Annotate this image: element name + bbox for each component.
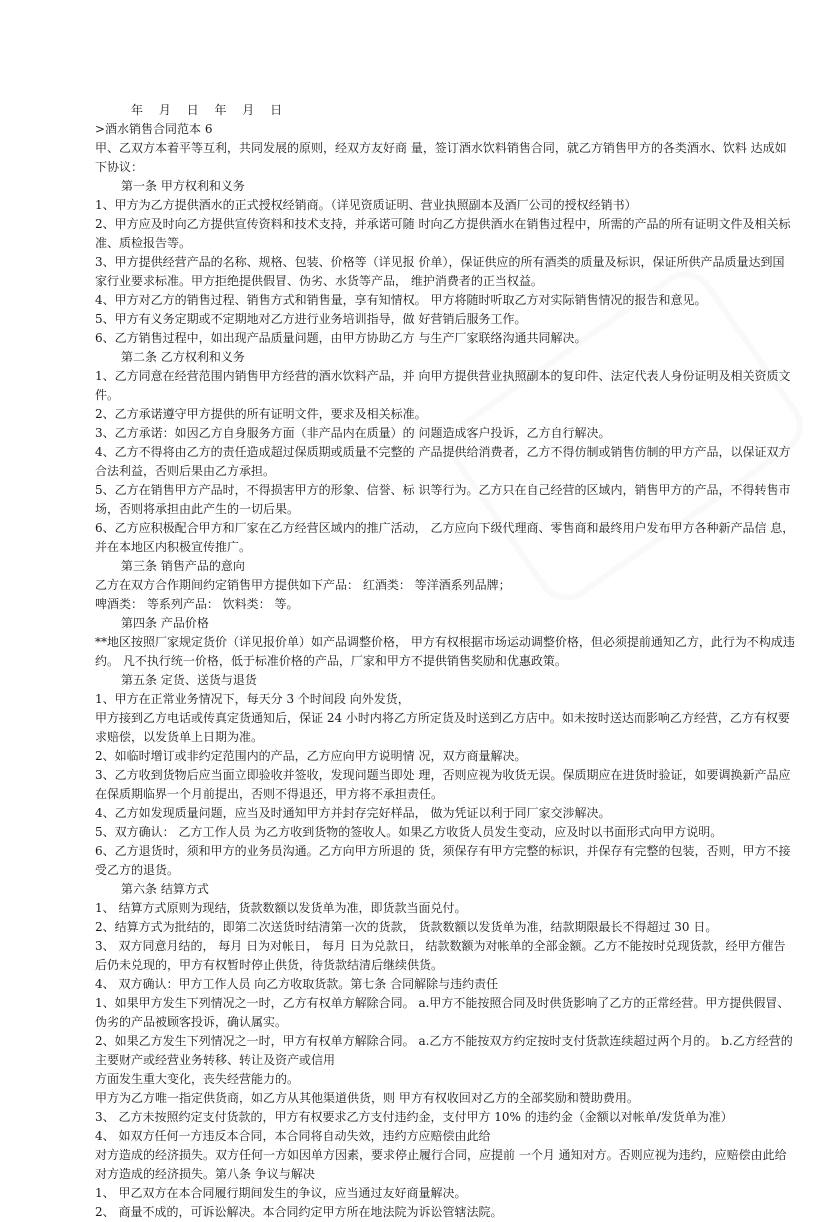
clause: 1、乙方同意在经营范围内销售甲方经营的酒水饮料产品，并 向甲方提供营业执照副本的复印件、法定代表人身份证明及相关资质文件。	[95, 369, 791, 402]
contract-document	[95, 0, 795, 1222]
clause: 6、乙方销售过程中，如出现产品质量问题，由甲方协助乙方 与生产厂家联络沟通共同解决。	[95, 331, 587, 345]
clause: 2、乙方承诺遵守甲方提供的所有证明文件，要求及相关标准。	[95, 407, 427, 421]
clause: 甲方为乙方唯一指定供货商，如乙方从其他渠道供货，则 甲方有权收回对乙方的全部奖励和赞助费用。	[95, 1091, 639, 1105]
clause: 6、乙方应积极配合甲方和厂家在乙方经营区域内的推广活动， 乙方应向下级代理商、零售商和最终用户发布甲方各种新产品信 息，并在本地区内积极宣传推广。	[95, 521, 795, 554]
clause: 4、乙方如发现质量问题，应当及时通知甲方并封存完好样品， 做为凭证以利于同厂家交涉解决。	[95, 806, 611, 820]
clause: 5、乙方在销售甲方产品时，不得损害甲方的形象、信誉、标 识等行为。乙方只在自己经营的区域内，销售甲方的产品，不得转售市场，否则将承担由此产生的一切后果。	[95, 483, 791, 516]
clause: 1、甲方在正常业务情况下，每天分 3 个时间段 向外发货，	[95, 692, 410, 706]
document-title: >酒水销售合同范本 6	[95, 122, 213, 136]
clause: 3、乙方收到货物后应当面立即验收并签收，发现问题当即处 理，否则应视为收货无误。保质期应在进货时验证，如要调换新产品应在保质期临界一个月前提出，否则不得退还，甲方将不承担责任。	[95, 768, 791, 801]
clause: 5、甲方有义务定期或不定期地对乙方进行业务培训指导，做 好营销后服务工作。	[95, 312, 527, 326]
clause: 2、结算方式为批结的，即第二次送货时结清第一次的货款， 货款数额以发货单为准，结款期限最长不得超过 30 日。	[95, 920, 718, 934]
clause: 4、 双方确认：甲方工作人员 向乙方收取货款。第七条 合同解除与违约责任	[95, 977, 499, 991]
clause: 啤酒类： 等系列产品： 饮料类： 等。	[95, 597, 299, 611]
clause: 对方造成的经济损失。双方任何一方如因单方因素，要求停止履行合同，应提前 一个月 通知对方。否则应视为违约，应赔偿由此给对方造成的经济损失。第八条 争议与解决	[95, 1148, 787, 1181]
section-heading: 第二条 乙方权利和义务	[121, 350, 245, 364]
preamble: 甲、乙双方本着平等互利，共同发展的原则，经双方友好商 量，签订酒水饮料销售合同，就乙方销售甲方的各类酒水、饮料 达成如下协议：	[95, 141, 787, 174]
clause: 2、 商量不成的，可诉讼解决。本合同约定甲方所在地法院为诉讼管辖法院。	[95, 1205, 503, 1219]
section-heading: 第四条 产品价格	[121, 616, 209, 630]
clause: 1、如果甲方发生下列情况之一时，乙方有权单方解除合同。 a.甲方不能按照合同及时供货影响了乙方的正常经营。甲方提供假冒、伪劣的产品被顾客投诉，确认属实。	[95, 996, 790, 1029]
section-heading: 第三条 销售产品的意向	[121, 559, 245, 573]
section-heading: 第五条 定货、送货与退货	[121, 673, 257, 687]
clause: 1、 结算方式原则为现结，货款数额以发货单为准，即货款当面兑付。	[95, 901, 467, 915]
clause: 甲方接到乙方电话或传真定货通知后，保证 24 小时内将乙方所定货及时送到乙方店中。如未按时送达而影响乙方经营，乙方有权要求赔偿，以发货单上日期为准。	[95, 711, 790, 744]
clause: 乙方在双方合作期间约定销售甲方提供如下产品： 红酒类： 等洋酒系列品牌；	[95, 578, 511, 592]
clause: 2、甲方应及时向乙方提供宣传资料和技术支持，并承诺可随 时向乙方提供酒水在销售过程中，所需的产品的所有证明文件及相关标准、质检报告等。	[95, 217, 791, 250]
clause: 3、 双方同意月结的， 每月 日为对帐日， 每月 日为兑款日， 结款数额为对帐单的全部金额。乙方不能按时兑现货款，经甲方催告后仍未兑现的，甲方有权暂时停止供货，待货款结清后继续供货。	[95, 939, 786, 972]
clause: 3、甲方提供经营产品的名称、规格、包装、价格等（详见报 价单），保证供应的所有酒类的质量及标识，保证所供产品质量达到国家行业要求标准。甲方拒绝提供假冒、伪劣、水货等产品， 维护消费者的正当权益。	[95, 255, 785, 288]
clause: 方面发生重大变化，丧失经营能力的。	[95, 1072, 300, 1086]
clause: 4、乙方不得将由乙方的责任造成超过保质期或质量不完整的 产品提供给消费者，乙方不得仿制或销售仿制的甲方产品，以保证双方合法利益，否则后果由乙方承担。	[95, 445, 791, 478]
clause: 3、乙方承诺：如因乙方自身服务方面（非产品内在质量）的 问题造成客户投诉，乙方自行解决。	[95, 426, 611, 440]
clause: 4、甲方对乙方的销售过程、销售方式和销售量，享有知情权。 甲方将随时听取乙方对实际销售情况的报告和意见。	[95, 293, 707, 307]
section-heading: 第一条 甲方权利和义务	[121, 179, 245, 193]
clause: 5、双方确认： 乙方工作人员 为乙方收到货物的签收人。如果乙方收货人员发生变动，应及时以书面形式向甲方说明。	[95, 825, 723, 839]
section-heading: 第六条 结算方式	[121, 882, 209, 896]
clause: 1、甲方为乙方提供酒水的正式授权经销商。（详见资质证明、营业执照副本及酒厂公司的授权经销书）	[95, 198, 637, 212]
date-line: 年 月 日 年 月 日	[131, 103, 283, 117]
clause: 6、乙方退货时，须和甲方的业务员沟通。乙方向甲方所退的 货，须保存有甲方完整的标识，并保存有完整的包装，否则，甲方不接受乙方的退货。	[95, 844, 791, 877]
clause: 1、 甲乙双方在本合同履行期间发生的争议，应当通过友好商量解决。	[95, 1186, 467, 1200]
clause: 2、如临时增订或非约定范围内的产品，乙方应向甲方说明情 况，双方商量解决。	[95, 749, 527, 763]
clause: 2、如果乙方发生下列情况之一时，甲方有权单方解除合同。 a.乙方不能按双方约定按时支付货款连续超过两个月的。 b.乙方经营的主要财产或经营业务转移、转让及资产或信用	[95, 1034, 793, 1067]
clause: **地区按照厂家规定货价（详见报价单）如产品调整价格， 甲方有权根据市场运动调整价格，但必须提前通知乙方，此行为不构成违约。 凡不执行统一价格，低于标准价格的产品，厂家和甲方不提供销售奖励和优惠政策。	[95, 635, 795, 668]
clause: 4、 如双方任何一方违反本合同，本合同将自动失效，违约方应赔偿由此给	[95, 1129, 491, 1143]
clause: 3、 乙方未按照约定支付货款的，甲方有权要求乙方支付违约金，支付甲方 10% 的违约金（金额以对帐单/发货单为准）	[95, 1110, 733, 1124]
